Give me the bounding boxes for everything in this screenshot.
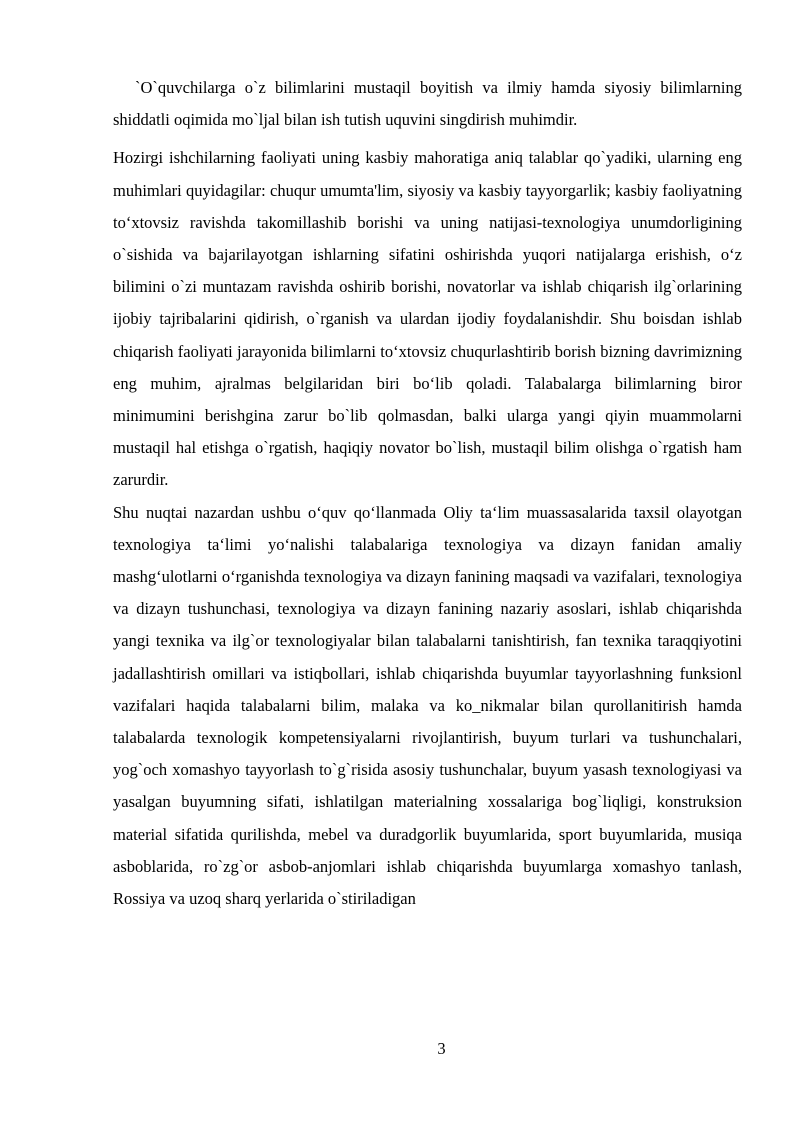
paragraph-2: Hozirgi ishchilarning faoliyati uning kasbiy mahoratiga aniq talablar qo`yadiki, ularning eng muhimlari quyidagilar: chuqur umumta'lim, siyosiy va kasbiy tayyorgarlik; kasbiy faoliyatning to‘xtovsiz ravishda takomillashib borishi va uning natijasi-texnologiya unumdorligining o`sishida va bajarilayotgan ishlarning sifatini oshirishda yuqori natijalarga erishish, o‘z bilimini o`zi muntazam ravishda oshirib borishi, novatorlar va ishlab chiqarish ilg`orlarining ijobiy tajribalarini qidirish, o`rganish va ulardan ijodiy foydalanishdir. Shu boisdan ishlab chiqarish faoliyati jarayonida bilimlarni to‘xtovsiz chuqurlashtirib borish bizning davrimizning eng muhim, ajralmas belgilaridan biri bo‘lib qoladi. Talabalarga bilimlarning biror minimumini berishgina zarur bo`lib qolmasdan, balki ularga yangi qiyin muammolarni mustaqil hal etishga o`rgatish, haqiqiy novator bo`lish, mustaqil bilim olishga o`rgatish ham zarurdir. xyxy=(113,148,742,490)
paragraph-1: `O`quvchilarga o`z bilimlarini mustaqil boyitish va ilmiy hamda siyosiy bilimlarning shiddatli oqimida mo`ljal bilan ish tutish uquvini singdirish muhimdir. xyxy=(113,78,742,130)
paragraph-3: Shu nuqtai nazardan ushbu o‘quv qo‘llanmada Oliy ta‘lim muassasalarida taxsil olayotgan texnologiya ta‘limi yo‘nalishi talabalariga texnologiya va dizayn fanidan amaliy mashg‘ulotlarni o‘rganishda texnologiya va dizayn fanining maqsadi va vazifalari, texnologiya va dizayn tushunchasi, texnologiya va dizayn fanining nazariy asoslari, ishlab chiqarishda yangi texnika va ilg`or texnologiyalar bilan talabalarni tanishtirish, fan texnika taraqqiyotini jadallashtirish omillari va istiqbollari, ishlab chiqarishda buyumlar tayyorlashning funksionl vazifalari haqida talabalarni bilim, malaka va ko_nikmalar bilan qurollanitirish hamda talabalarda texnologik kompetensiyalarni rivojlantirish, buyum turlari va tushunchalari, yog`och xomashyo tayyorlash to`g`risida asosiy tushunchalar, buyum yasash texnologiyasi va yasalgan buyumning sifati, ishlatilgan materialning xossalariga bog`liqligi, konstruksion material sifatida qurilishda, mebel va duradgorlik buyumlarida, sport buyumlarida, musiqa asboblarida, ro`zg`or asbob-anjomlari ishlab chiqarishda buyumlarga xomashyo tanlash, Rossiya va uzoq sharq yerlarida o`stiriladigan xyxy=(113,502,742,909)
body-text xyxy=(113,72,742,915)
page-number: 3 xyxy=(437,1039,446,1058)
